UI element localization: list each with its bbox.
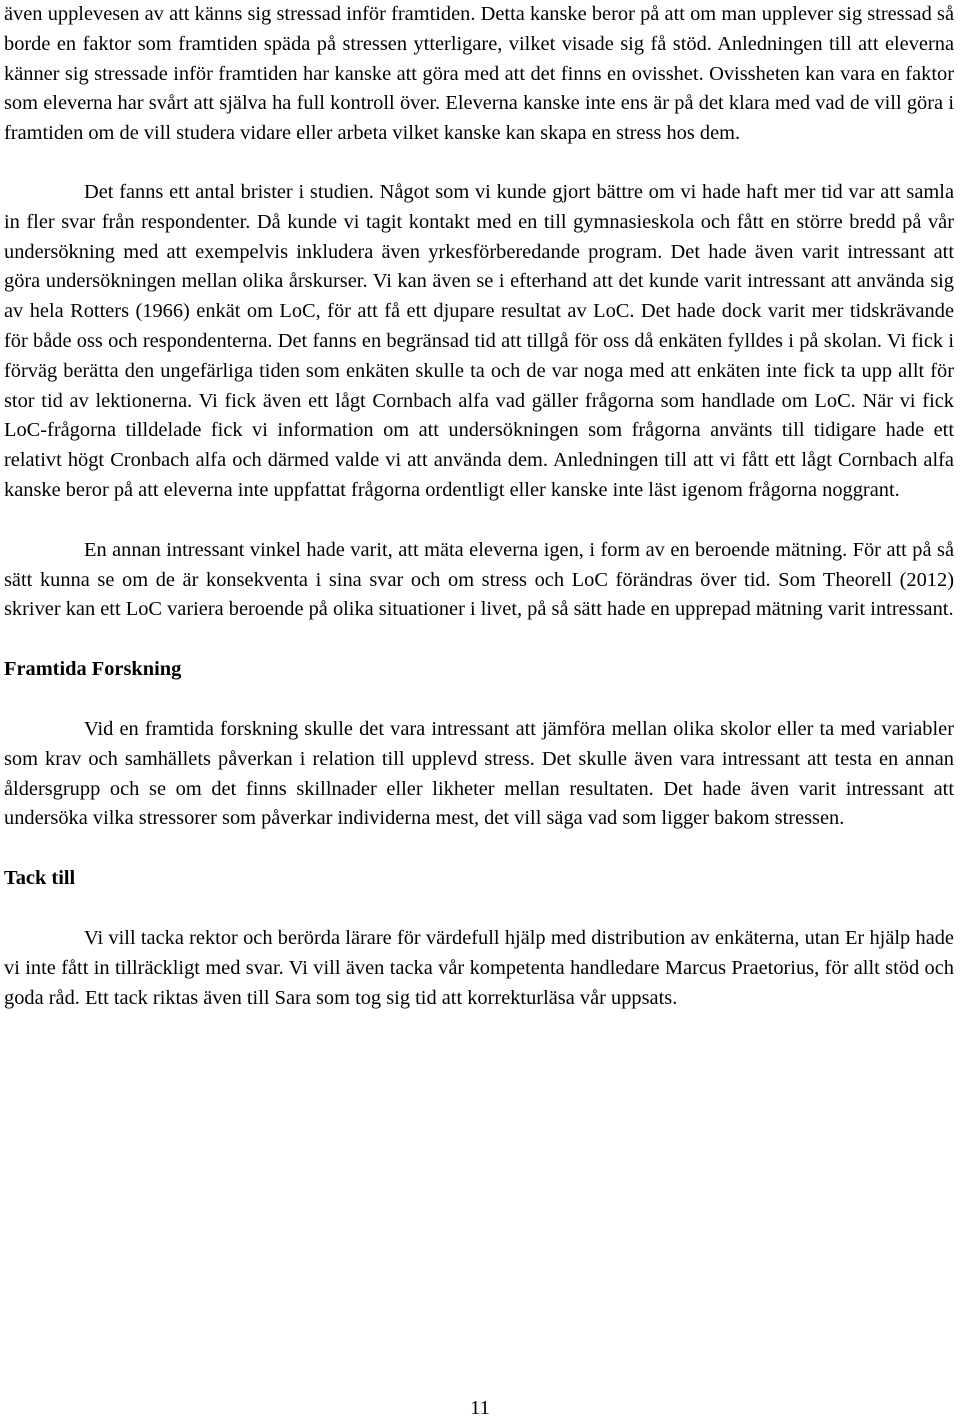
page-number: 11 <box>470 1397 490 1419</box>
heading-future-research: Framtida Forskning <box>4 658 182 681</box>
paragraph-stress-future: även upplevesen av att känns sig stressad inför framtiden. Detta kanske beror på att om man upplever sig stressad så borde en faktor som framtiden späda på stressen ytterligare, vilket visade sig få stöd. Anledningen till att eleverna känner sig stressade inför framtiden har kanske att göra med att det finns en ovisshet. Ovissheten kan vara en faktor som eleverna har svårt att själva ha full kontroll över. Eleverna kanske inte ens är på det klara med vad de vill göra i framtiden om de vill studera vidare eller arbeta vilket kanske kan skapa en stress hos dem. <box>4 3 954 145</box>
paragraph-study-limitations: Det fanns ett antal brister i studien. Något som vi kunde gjort bättre om vi hade haft mer tid var att samla in fler svar från respondenter. Då kunde vi tagit kontakt med en till gymnasieskola och fått en större bredd på vår undersökning med att exempelvis inkludera även yrkesförberedande program. Det hade även varit intressant att göra undersökningen mellan olika årskurser. Vi kan även se i efterhand att det kunde varit intressant att använda sig av hela Rotters (1966) enkät om LoC, för att få ett djupare resultat av LoC. Det hade dock varit mer tidskrävande för både oss och respondenterna. Det fanns en begränsad tid att tillgå för oss då enkäten fylldes i på skolan. Vi fick i förväg berätta den ungefärliga tiden som enkäten skulle ta och de var noga med att enkäten inte fick ta upp allt för stor tid av lektionerna. Vi fick även ett lågt Cornbach alfa vad gäller frågorna som handlade om LoC. När vi fick LoC-frågorna tilldelade fick vi information om att undersökningen som frågorna använts till tidigare hade ett relativt högt Cronbach alfa och därmed valde vi att använda dem. Anledningen till att vi fått ett lågt Cornbach alfa kanske beror på att eleverna inte uppfattat frågorna ordentligt eller kanske inte läst igenom frågorna noggrant. <box>4 180 954 501</box>
document-page <box>4 0 954 1013</box>
paragraph-future-research: Vid en framtida forskning skulle det vara intressant att jämföra mellan olika skolor eller ta med variabler som krav och samhällets påverkan i relation till upplevd stress. Det skulle även vara intressant att testa en annan åldersgrupp och se om det finns skillnader eller likheter mellan resultaten. Det hade även varit intressant att undersöka vilka stressorer som påverkar individerna mest, det vill säga vad som ligger bakom stressen. <box>4 717 954 830</box>
heading-thanks: Tack till <box>4 867 76 890</box>
paragraph-repeated-measurement: En annan intressant vinkel hade varit, att mäta eleverna igen, i form av en beroende mätning. För att på så sätt kunna se om de är konsekventa i sina svar och om stress och LoC förändras över tid. Som Theorell (2012) skriver kan ett LoC variera beroende på olika situationer i livet, på så sätt hade en upprepad mätning varit intressant. <box>4 538 954 621</box>
paragraph-acknowledgements: Vi vill tacka rektor och berörda lärare för värdefull hjälp med distribution av enkäterna, utan Er hjälp hade vi inte fått in tillräckligt med svar. Vi vill även tacka vår kompetenta handledare Marcus Praetorius, för allt stöd och goda råd. Ett tack riktas även till Sara som tog sig tid att korrekturläsa vår uppsats. <box>4 926 954 1009</box>
